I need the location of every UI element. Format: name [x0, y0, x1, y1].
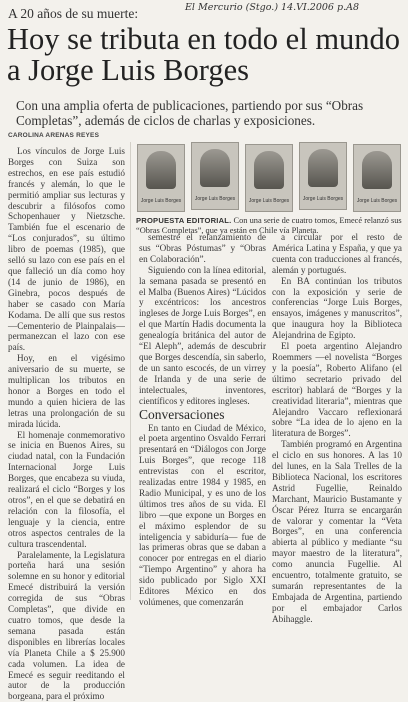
caption-text: Con una serie de cuatro tomos, Emecé relanzó sus “Obras Completas”, que ya están en Chile vía Planeta.	[136, 216, 402, 235]
paragraph: Paralelamente, la Legislatura porteña hará una sesión solemne en su honor y editorial Emecé distribuirá la versión corregida de sus “Obras Completas”, que divide en cuatro tomos, que desde la semana pasada están disponibles en librerías locales vía Planeta Chile a $ 25.900 cada volumen. La idea de Emecé es seguir reeditando el autor de la producción borgeana, para el próximo	[8, 549, 125, 702]
book-cover	[245, 144, 293, 212]
portrait-image	[308, 149, 338, 187]
paragraph: También programó en Argentina el ciclo en sus honores. A las 10 del lunes, en la Sala Trelles de la Biblioteca Nacional, los escritores Astrid Fugellie, Reinaldo Marchant, Mauricio Bustamante y Óscar Pérez Iturra se encargarán de valorar y comentar la “Veta Borges”, en una conferencia abierta al público y mediante “su mayor maestro de la literatura”, como anuncia Fugellie. Al encuentro, totalmente gratuito, se sumarán representantes de la Embajada de Argentina, partiendo por el embajador Carlos Abihaggle.	[272, 439, 402, 624]
portrait-image	[254, 151, 284, 189]
paragraph: Los vínculos de Jorge Luis Borges con Suiza son estrechos, en ese país estudió francés y alemán, lo que le permitió ampliar sus lecturas y descubrir a filósofos como Schopenhauer y Nietzsche. También fue el escenario de “Los conjurados”, su último libro de poemas (1985), que selló su lazo con ese país en el que falleció un día como hoy (14 de junio de 1986), en Ginebra, pocos después de haber se casado con María Kodama. De allí que sus restos —Cementerio de Plainpalais— permanezcan el lazo con ese país.	[8, 146, 125, 353]
book-cover	[353, 144, 401, 212]
paragraph: En tanto en Ciudad de México, el poeta argentino Osvaldo Ferrari presentará en “Diálogos con Jorge Luis Borges”, que recoge 118 entrevistas con el escritor, realizadas entre 1984 y 1985, en Radio Municipal, y es uno de los últimos tres años de su vida. El libro —que expone un Borges en el máximo esplendor de su inteligencia y sabiduría— fue de las primeras obras que se daban a conocer por entregas en el diario “Tiempo Argentino” y ahora ha sido publicado por Siglo XXI Editores México en dos volúmenes, que comenzarán	[139, 422, 266, 607]
book-cover	[137, 144, 185, 212]
article-column-2	[139, 232, 266, 607]
portrait-image	[200, 149, 230, 187]
portrait-image	[362, 151, 392, 189]
caption-label: PROPUESTA EDITORIAL.	[136, 216, 232, 225]
book-cover-label: Jorge Luis Borges	[140, 198, 182, 204]
book-cover-label: Jorge Luis Borges	[248, 198, 290, 204]
paragraph: Hoy, en el vigésimo aniversario de su muerte, se multiplican los tributos en honor a Borges en todo el mundo a quien hiciera de las letras una prolongación de su mirada lúcida.	[8, 353, 125, 429]
paragraph: semestre el relanzamiento de sus “Obras Póstumas” y “Obras en Colaboración”.	[139, 232, 266, 264]
column-divider	[130, 142, 131, 600]
portrait-image	[146, 151, 176, 189]
paragraph: En BA continúan los tributos con la exposición y serie de conferencias “Jorge Luis Borges, ensayos, imágenes y manuscritos”, que inaugura hoy la Biblioteca Alejandrina de Egipto.	[272, 275, 402, 341]
deck: Con una amplia oferta de publicaciones, partiendo por sus “Obras Completas”, además de ciclos de charlas y exposiciones.	[16, 98, 364, 128]
headline: Hoy se tributa en todo el mundo a Jorge Luis Borges	[7, 22, 401, 87]
byline: CAROLINA ARENAS REYES	[8, 132, 100, 139]
paragraph: El poeta argentino Alejandro Roemmers —el novelista “Borges y la poesía”, Roberto Alifano (el último secretario privado del escritor) hablará de “Borges y la creatividad literaria”, mientras que Alejandro Vaccaro reflexionará sobre “La idea de lo ajeno en la literatura de Borges”.	[272, 341, 402, 439]
paragraph: El homenaje conmemorativo se inicia en Buenos Aires, su ciudad natal, con la Fundación Internacional Jorge Luis Borges, que encabeza su viuda, realizará el ciclo “Borges y los otros”, en el que se debatirá en relación con la filosofía, el lenguaje y la ciencia, entre otros aspectos centrales de la cultura trascendental.	[8, 429, 125, 549]
book-cover	[191, 142, 239, 210]
book-cover-label: Jorge Luis Borges	[194, 196, 236, 202]
paragraph: Siguiendo con la línea editorial, la semana pasada se presentó en el Malba (Buenos Aires) “Lúcidos y excéntricos: los ancestros ingleses de Jorge Luis Borges”, en el que Martín Hadis documenta la genealogía británica del autor de “El Aleph”, además de descubrir que Borges descendía, sin saberlo, de un santo escocés, de un virrey de Irlanda y de una serie de intelectuales, inventores, científicos y editores ingleses.	[139, 264, 266, 406]
book-cover	[299, 142, 347, 210]
paragraph: a circular por el resto de América Latina y España, y que ya cuenta con traducciones al francés, alemán y portugués.	[272, 232, 402, 275]
section-subhead: Conversaciones	[139, 406, 225, 422]
article-column-3	[272, 232, 402, 624]
handwritten-source-note: El Mercurio (Stgo.) 14.VI.2006 p.A8	[185, 2, 359, 13]
book-covers-photo	[133, 142, 403, 210]
kicker: A 20 años de su muerte:	[8, 6, 139, 21]
article-column-1	[8, 146, 125, 702]
book-cover-label: Jorge Luis Borges	[356, 198, 398, 204]
book-cover-label: Jorge Luis Borges	[302, 196, 344, 202]
